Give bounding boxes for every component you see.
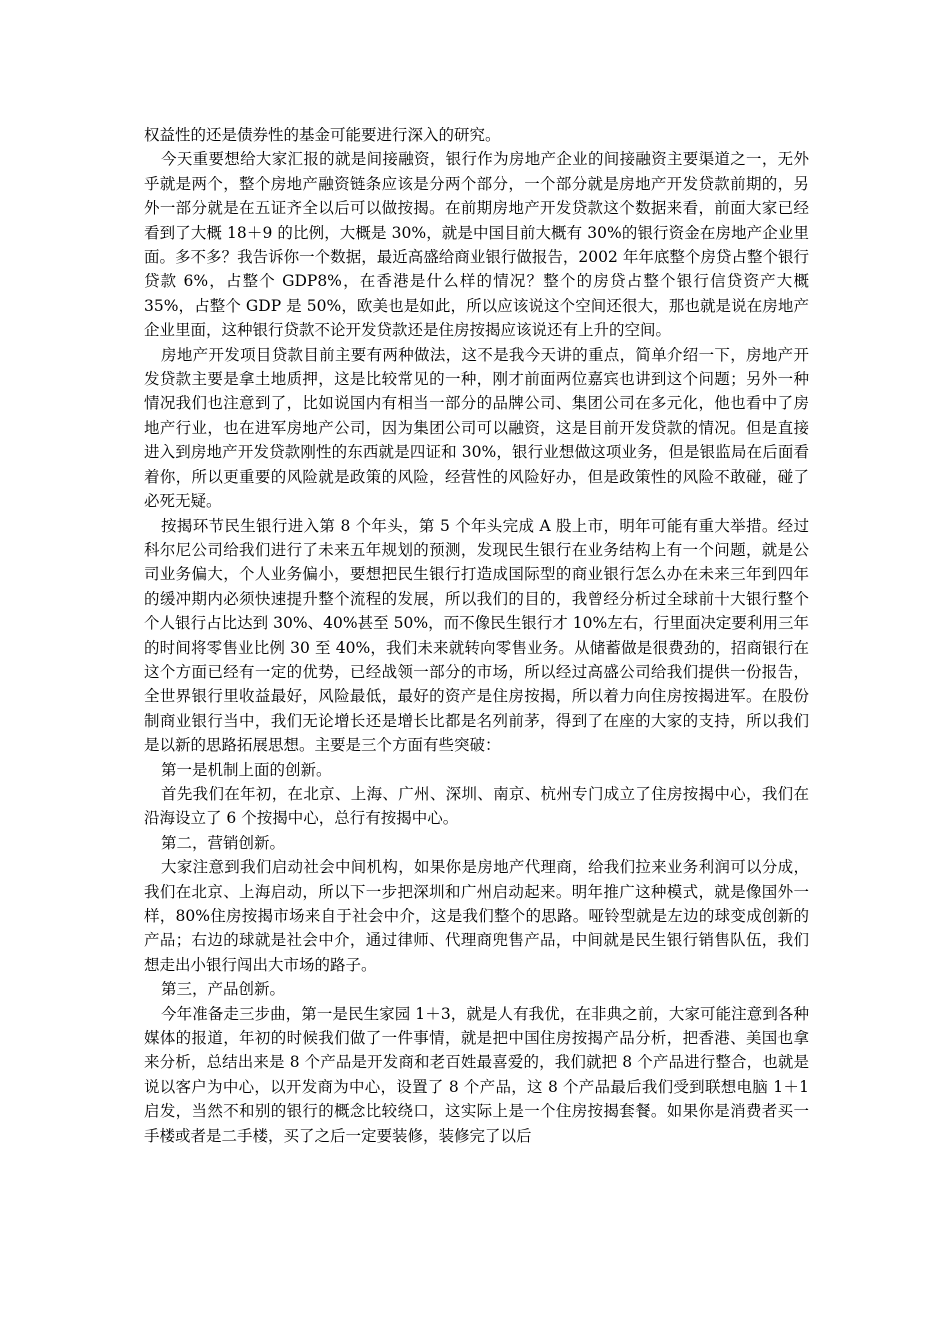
paragraph-6: 首先我们在年初，在北京、上海、广州、深圳、南京、杭州专门成立了住房按揭中心，我们在沿海设立了 6 个按揭中心，总行有按揭中心。	[144, 784, 809, 828]
paragraph-10: 今年准备走三步曲，第一是民生家园 1＋3，就是人有我优，在非典之前，大家可能注意到各种媒体的报道，年初的时候我们做了一件事情，就是把中国住房按揭产品分析，把香港、美国也拿来分析，总结出来是 8 个产品是开发商和老百姓最喜爱的，我们就把 8 个产品进行整合，也就是说以客户为中心，以开发商为中心，设置了 8 个产品，这 8 个产品最后我们受到联想电脑 1＋1 启发，当然不和别的银行的概念比较绕口，这实际上是一个住房按揭套餐。如果你是消费者买一手楼或者是二手楼，买了之后一定要装修，装修完了以后	[144, 1004, 809, 1145]
paragraph-8: 大家注意到我们启动社会中间机构，如果你是房地产代理商，给我们拉来业务利润可以分成，我们在北京、上海启动，所以下一步把深圳和广州启动起来。明年推广这种模式，就是像国外一样，80%住房按揭市场来自于社会中介，这是我们整个的思路。哑铃型就是左边的球变成创新的产品；右边的球就是社会中介，通过律师、代理商兜售产品，中间就是民生银行销售队伍，我们想走出小银行闯出大市场的路子。	[144, 858, 809, 974]
heading-mechanism-innovation: 第一是机制上面的创新。	[161, 760, 332, 779]
paragraph-3: 房地产开发项目贷款目前主要有两种做法，这不是我今天讲的重点，简单介绍一下，房地产开发贷款主要是拿土地质押，这是比较常见的一种，刚才前面两位嘉宾也讲到这个问题；另外一种情况我们也注意到了，比如说国内有相当一部分的品牌公司、集团公司在多元化，他也看中了房地产行业，也在进军房地产公司，因为集团公司可以融资，这是目前开发贷款的情况。但是直接进入到房地产开发贷款刚性的东西就是四证和 30%，银行业想做这项业务，但是银监局在后面看着你，所以更重要的风险就是政策的风险，经营性的风险好办，但是政策性的风险不敢碰，碰了必死无疑。	[144, 345, 809, 511]
heading-marketing-innovation: 第二，营销创新。	[161, 833, 286, 852]
paragraph-1: 权益性的还是债券性的基金可能要进行深入的研究。	[144, 126, 501, 144]
paragraph-4: 按揭环节民生银行进入第 8 个年头，第 5 个年头完成 A 股上市，明年可能有重大举措。经过科尔尼公司给我们进行了未来五年规划的预测，发现民生银行在业务结构上有一个问题，就是公司业务偏大，个人业务偏小，要想把民生银行打造成国际型的商业银行怎么办在未来三年到四年的缓冲期内必须快速提升整个流程的发展，所以我们的目的，我曾经分析过全球前十大银行整个个人银行占比达到 30%、40%甚至 50%，而不像民生银行才 10%左右，行里面决定要利用三年的时间将零售业比例 30 至 40%，我们未来就转向零售业务。从储蓄做是很费劲的，招商银行在这个方面已经有一定的优势，已经战领一部分的市场，所以经过高盛公司给我们提供一份报告，全世界银行里收益最好，风险最低，最好的资产是住房按揭，所以着力向住房按揭进军。在股份制商业银行当中，我们无论增长还是增长比都是名列前茅，得到了在座的大家的支持，所以我们是以新的思路拓展思想。主要是三个方面有些突破：	[144, 516, 809, 755]
paragraph-2: 今天重要想给大家汇报的就是间接融资，银行作为房地产企业的间接融资主要渠道之一，无外乎就是两个，整个房地产融资链条应该是分两个部分，一个部分就是房地产开发贷款前期的，另外一部分就是在五证齐全以后可以做按揭。在前期房地产开发贷款这个数据来看，前面大家已经看到了大概 18＋9 的比例，大概是 30%，就是中国目前大概有 30%的银行资金在房地产企业里面。多不多？我告诉你一个数据，最近高盛给商业银行做报告，2002 年年底整个房贷占整个银行贷款 6%，占整个 GDP8%，在香港是什么样的情况？整个的房贷占整个银行信贷资产大概 35%，占整个 GDP 是 50%，欧美也是如此，所以应该说这个空间还很大，那也就是说在房地产企业里面，这种银行贷款不论开发贷款还是住房按揭应该说还有上升的空间。	[144, 150, 809, 340]
document-body	[144, 123, 809, 1148]
heading-product-innovation: 第三，产品创新。	[161, 980, 286, 999]
